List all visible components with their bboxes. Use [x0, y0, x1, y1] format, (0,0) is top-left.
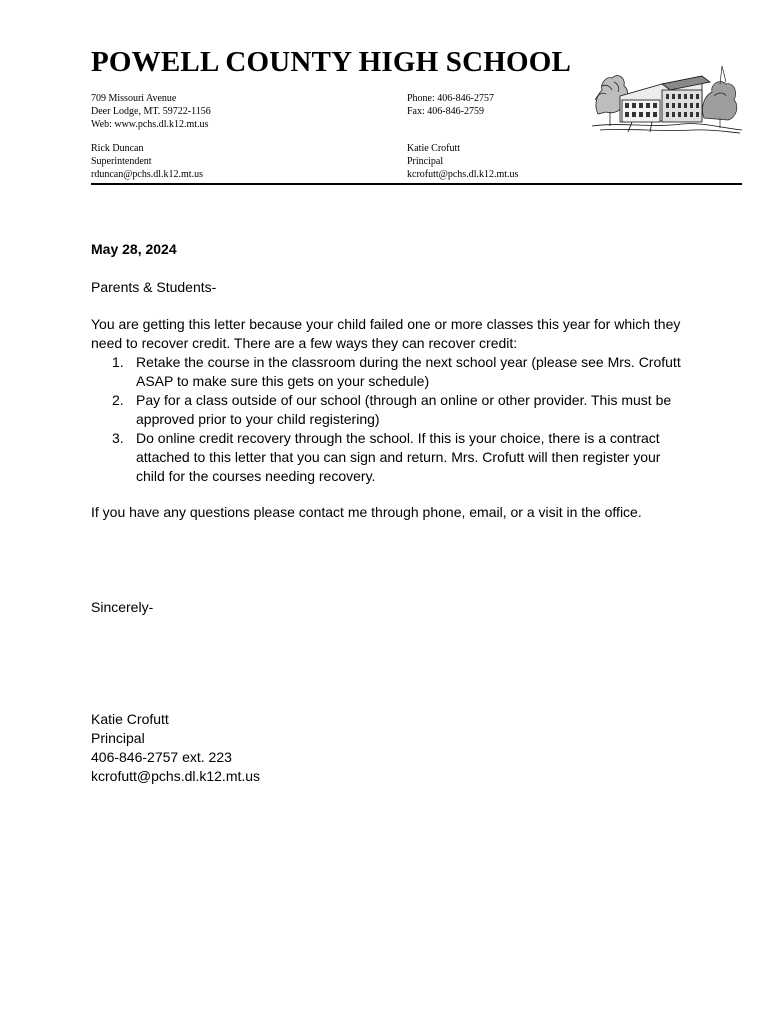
- superintendent-block: [91, 142, 203, 181]
- option-line: attached to this letter that you can sign and return. Mrs. Crofutt will then register your: [136, 449, 661, 465]
- intro-line: You are getting this letter because your child failed one or more classes this year for which they: [91, 316, 681, 332]
- school-website: Web: www.pchs.dl.k12.mt.us: [91, 119, 209, 130]
- option-line: approved prior to your child registering): [136, 411, 380, 427]
- principal-title: Principal: [407, 156, 444, 167]
- option-number: 2.: [112, 392, 124, 408]
- letterhead-divider: [91, 183, 742, 185]
- superintendent-title: Superintendent: [91, 156, 152, 167]
- signature-phone: 406-846-2757 ext. 223: [91, 749, 232, 765]
- letter-date: May 28, 2024: [91, 241, 177, 257]
- school-phone: Phone: 406-846-2757: [407, 93, 494, 104]
- option-item: [91, 429, 681, 486]
- principal-block: [407, 142, 518, 181]
- option-number: 3.: [112, 430, 124, 446]
- superintendent-email: rduncan@pchs.dl.k12.mt.us: [91, 169, 203, 180]
- letter-closing: Sincerely-: [91, 599, 154, 615]
- intro-line: need to recover credit. There are a few ways they can recover credit:: [91, 335, 518, 351]
- option-item: [91, 353, 681, 391]
- option-line: child for the courses needing recovery.: [136, 468, 376, 484]
- option-line: ASAP to make sure this gets on your schedule): [136, 373, 430, 389]
- address-line-1: 709 Missouri Avenue: [91, 93, 177, 104]
- intro-paragraph: [91, 315, 680, 353]
- superintendent-name: Rick Duncan: [91, 143, 144, 154]
- principal-email: kcrofutt@pchs.dl.k12.mt.us: [407, 169, 519, 180]
- option-line: Do online credit recovery through the school. If this is your choice, there is a contract: [136, 430, 660, 446]
- address-line-2: Deer Lodge, MT. 59722-1156: [91, 106, 211, 117]
- credit-recovery-options: [91, 353, 681, 486]
- option-item: [91, 391, 681, 429]
- principal-name: Katie Crofutt: [407, 143, 461, 154]
- school-name: POWELL COUNTY HIGH SCHOOL: [91, 46, 572, 78]
- signature-name: Katie Crofutt: [91, 711, 169, 727]
- signature-title: Principal: [91, 730, 145, 746]
- signature-block: [91, 710, 260, 786]
- school-fax: Fax: 406-846-2759: [407, 106, 484, 117]
- school-building-illustration: [592, 56, 742, 134]
- school-contact: [407, 92, 494, 118]
- letter-greeting: Parents & Students-: [91, 279, 217, 295]
- option-number: 1.: [112, 354, 124, 370]
- signature-email: kcrofutt@pchs.dl.k12.mt.us: [91, 768, 261, 784]
- option-line: Pay for a class outside of our school (through an online or other provider. This must be: [136, 392, 672, 408]
- option-line: Retake the course in the classroom during the next school year (please see Mrs. Crofutt: [136, 354, 681, 370]
- questions-paragraph: If you have any questions please contact me through phone, email, or a visit in the office.: [91, 504, 642, 520]
- school-address: [91, 92, 211, 131]
